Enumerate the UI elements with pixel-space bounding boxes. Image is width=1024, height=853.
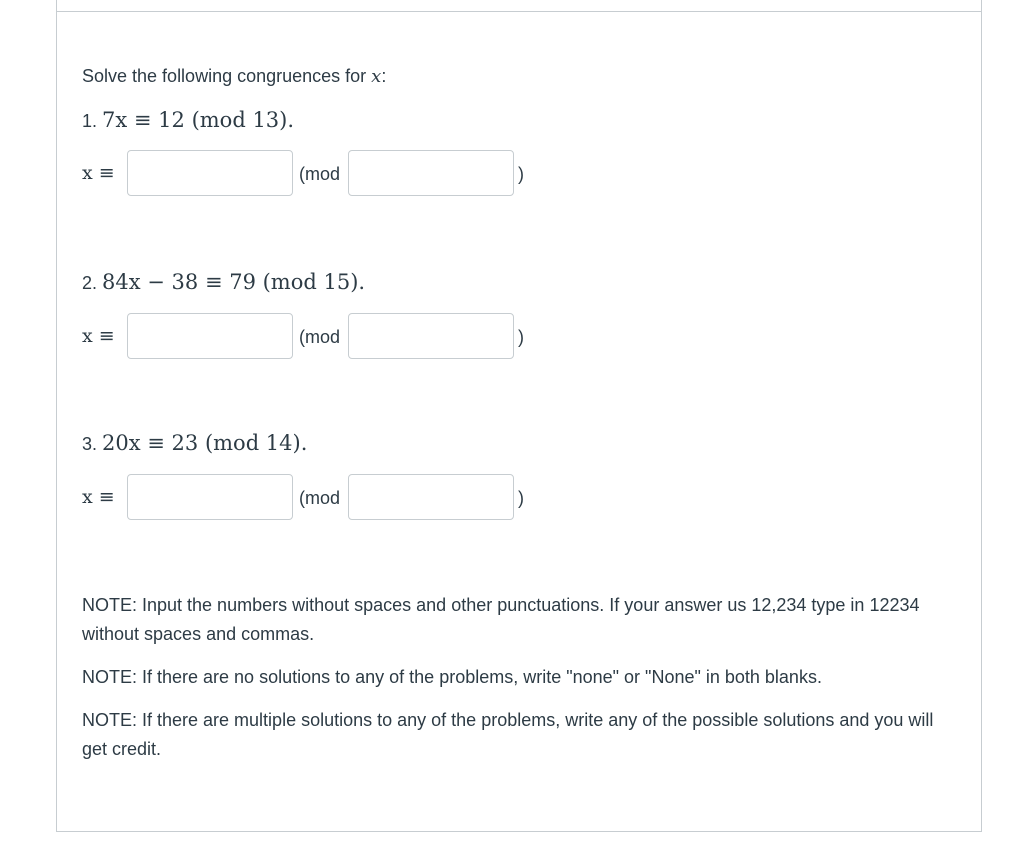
answer-input-3[interactable] [127, 474, 293, 520]
modulus-input-2[interactable] [348, 313, 514, 359]
note-no-solution: NOTE: If there are no solutions to any of the problems, write "none" or "None" in both blanks. [82, 667, 822, 687]
mod-label: (mod [299, 327, 341, 347]
problem-1 [82, 108, 294, 132]
note-multiple-solutions: NOTE: If there are multiple solutions to any of the problems, write any of the possible solutions and you will get credit. [82, 710, 934, 759]
close-paren: ) [518, 327, 524, 347]
x-congruent-label: x ≡ [82, 486, 115, 508]
problem-2 [82, 270, 365, 294]
problem-number: 1. [82, 111, 98, 131]
modulus-input-3[interactable] [348, 474, 514, 520]
problem-expression: 7x ≡ 12 (mod 13). [102, 108, 295, 132]
intro-variable: x [371, 66, 382, 87]
problem-3 [82, 431, 307, 455]
x-congruent-label: x ≡ [82, 162, 115, 184]
problem-expression: 20x ≡ 23 (mod 14). [102, 431, 308, 455]
note-format: NOTE: Input the numbers without spaces and other punctuations. If your answer us 12,234 type in 12234 without spaces and commas. [82, 595, 920, 644]
problem-number: 3. [82, 434, 98, 454]
intro-colon: : [381, 66, 387, 86]
answer-row-3 [82, 474, 542, 520]
answer-input-1[interactable] [127, 150, 293, 196]
answer-row-1 [82, 150, 542, 196]
answer-row-2 [82, 313, 542, 359]
divider [56, 11, 982, 12]
problem-number: 2. [82, 273, 98, 293]
problem-expression: 84x − 38 ≡ 79 (mod 15). [102, 270, 366, 294]
mod-label: (mod [299, 164, 341, 184]
answer-input-2[interactable] [127, 313, 293, 359]
modulus-input-1[interactable] [348, 150, 514, 196]
close-paren: ) [518, 164, 524, 184]
question-intro [82, 66, 386, 87]
mod-label: (mod [299, 488, 341, 508]
intro-text: Solve the following congruences for [82, 66, 372, 86]
x-congruent-label: x ≡ [82, 325, 115, 347]
close-paren: ) [518, 488, 524, 508]
